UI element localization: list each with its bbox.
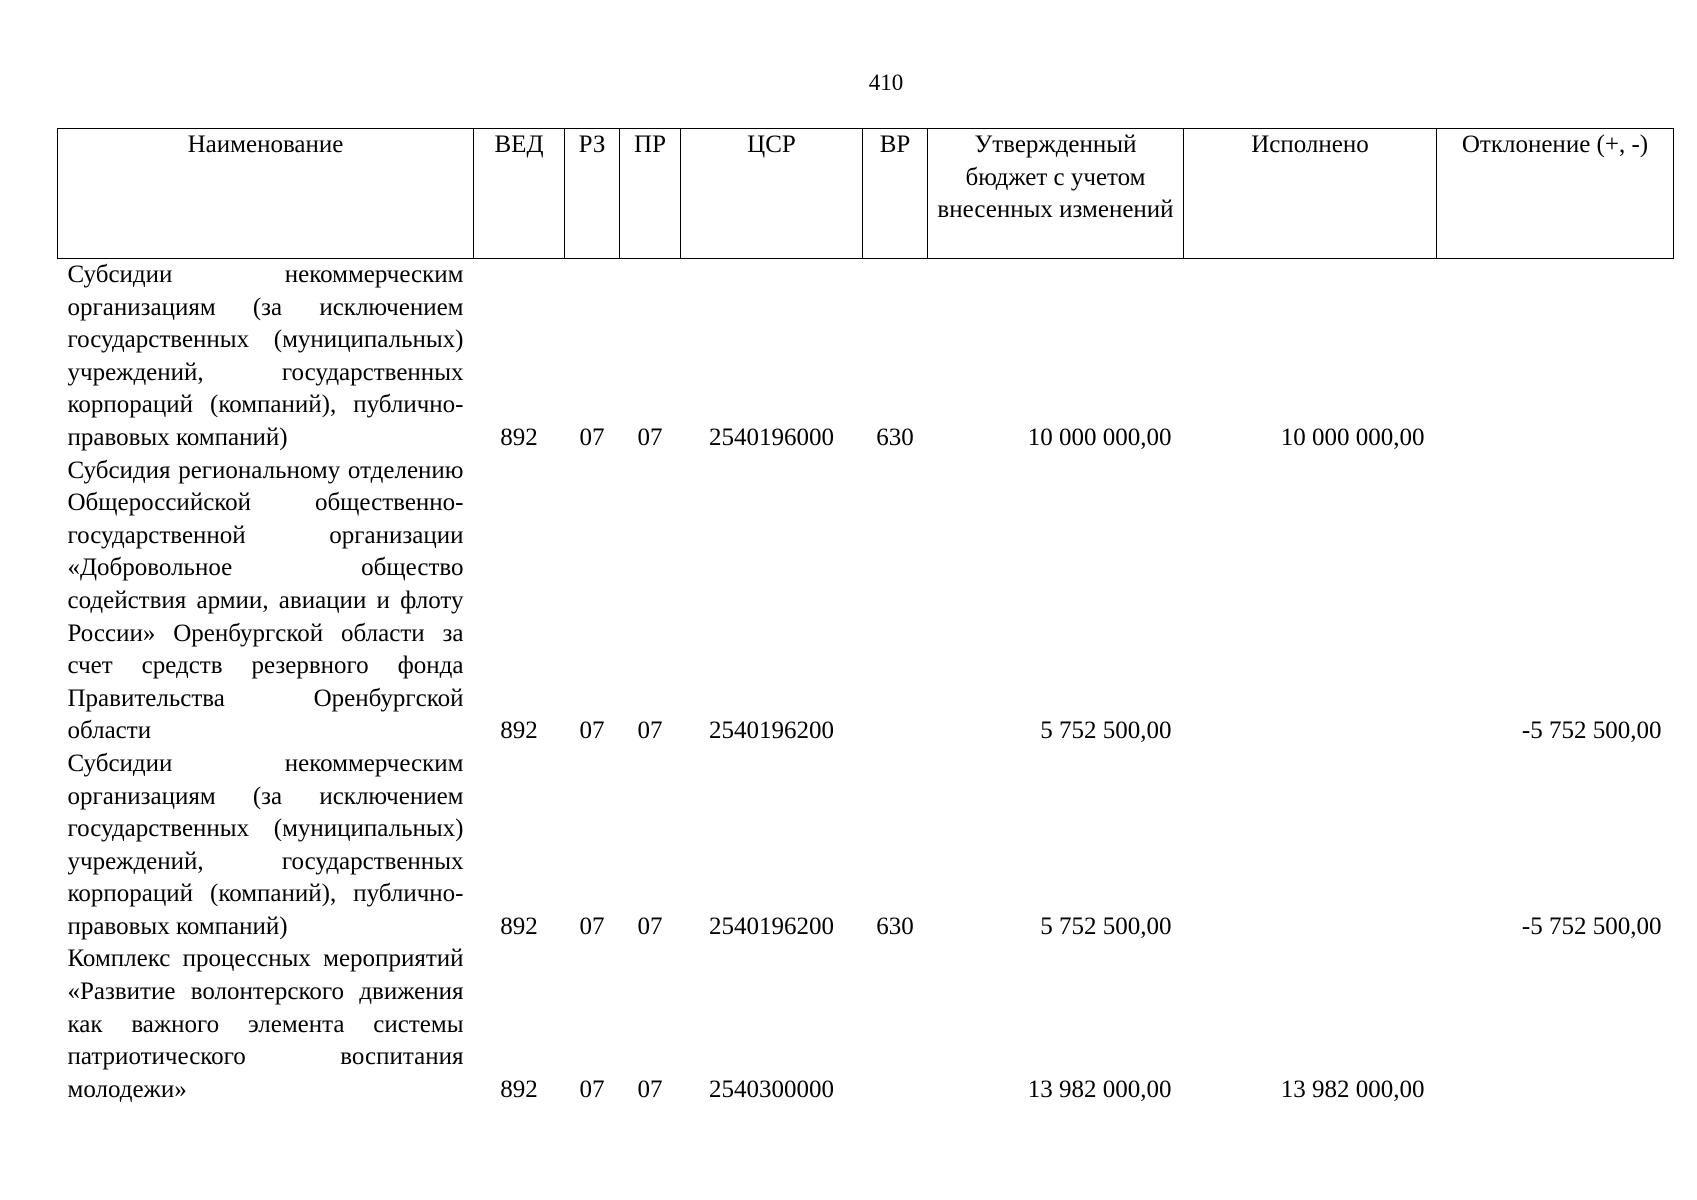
row-vr — [863, 455, 928, 748]
row-executed — [1184, 455, 1437, 748]
header-approved: Утвержденный бюджет с учетом внесенных изменений — [928, 129, 1184, 259]
header-rz: РЗ — [565, 129, 620, 259]
row-vr: 630 — [876, 423, 914, 451]
header-name: Наименование — [58, 129, 474, 259]
row-csr: 2540196200 — [709, 912, 834, 940]
row-executed: 13 982 000,00 — [1280, 1075, 1425, 1103]
row-vr — [863, 943, 928, 1106]
header-vr: ВР — [863, 129, 928, 259]
row-pr: 07 — [637, 423, 663, 451]
row-deviation: -5 752 500,00 — [1521, 717, 1662, 745]
header-executed: Исполнено — [1184, 129, 1437, 259]
header-ved: ВЕД — [474, 129, 565, 259]
row-pr: 07 — [637, 717, 663, 745]
row-pr: 07 — [637, 912, 663, 940]
table-row — [58, 943, 1674, 1106]
row-name: Субсидии некоммерческим организациям (за исключением государственных (муниципальных) учреждений, государственных корпораций (компаний), публично-правовых компаний) — [67, 749, 464, 940]
page-number: 410 — [868, 70, 904, 95]
row-rz: 07 — [579, 912, 605, 940]
row-deviation — [1437, 259, 1674, 455]
row-name: Субсидия региональному отделению Общероссийской общественно-государственной организации «Добровольное общество содействия армии, авиации и флоту России» Оренбургской области за счет средств резервного фонда Правительства Оренбургской области — [67, 456, 464, 745]
table-header-row — [58, 129, 1674, 259]
row-executed: 10 000 000,00 — [1280, 423, 1425, 451]
row-ved: 892 — [500, 717, 538, 745]
row-name: Субсидии некоммерческим организациям (за исключением государственных (муниципальных) учреждений, государственных корпораций (компаний), публично-правовых компаний) — [67, 261, 464, 451]
row-executed — [1184, 748, 1437, 944]
header-deviation: Отклонение (+, -) — [1437, 129, 1674, 259]
row-approved: 5 752 500,00 — [1040, 717, 1172, 745]
table-row — [58, 748, 1674, 944]
row-pr: 07 — [637, 1075, 663, 1103]
row-vr: 630 — [876, 912, 914, 940]
header-pr: ПР — [620, 129, 681, 259]
table-row — [58, 455, 1674, 748]
header-csr: ЦСР — [681, 129, 863, 259]
row-csr: 2540196200 — [709, 717, 834, 745]
row-csr: 2540300000 — [709, 1075, 834, 1103]
row-approved: 10 000 000,00 — [1027, 423, 1172, 451]
row-rz: 07 — [579, 423, 605, 451]
row-ved: 892 — [500, 1075, 538, 1103]
row-ved: 892 — [500, 423, 538, 451]
row-rz: 07 — [579, 1075, 605, 1103]
row-approved: 13 982 000,00 — [1027, 1075, 1172, 1103]
row-deviation — [1437, 943, 1674, 1106]
row-approved: 5 752 500,00 — [1040, 912, 1172, 940]
row-ved: 892 — [500, 912, 538, 940]
row-rz: 07 — [579, 717, 605, 745]
row-csr: 2540196000 — [709, 423, 834, 451]
row-deviation: -5 752 500,00 — [1521, 912, 1662, 940]
budget-table — [57, 128, 1674, 1106]
table-row — [58, 259, 1674, 455]
row-name: Комплекс процессных мероприятий «Развитие волонтерского движения как важного элемента системы патриотического воспитания молодежи» — [67, 945, 464, 1103]
